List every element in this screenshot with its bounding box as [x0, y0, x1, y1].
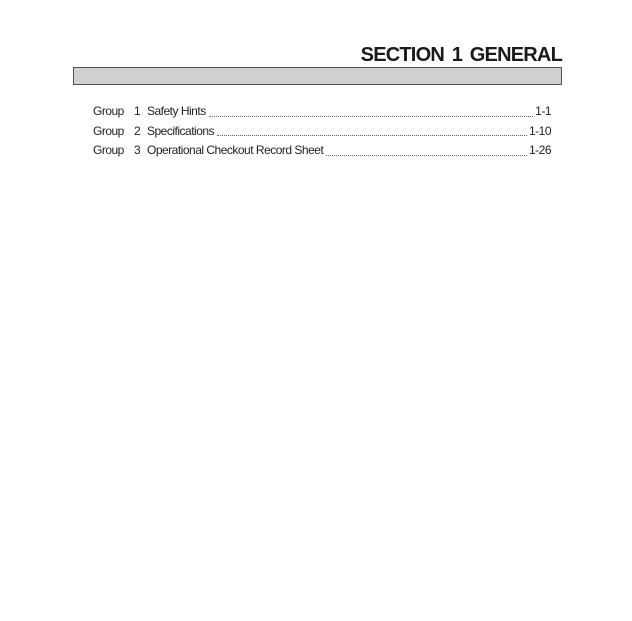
toc-group-label: Group	[93, 104, 124, 118]
toc-leader-dots	[217, 134, 527, 136]
toc-entry[interactable]	[93, 143, 551, 163]
toc-group-label: Group	[93, 123, 124, 138]
toc-entry[interactable]	[93, 124, 551, 144]
toc-group-number: 1	[134, 104, 141, 118]
toc-leader-dots	[326, 154, 527, 156]
toc-entry[interactable]	[93, 104, 551, 124]
toc-page-number[interactable]: 1-10	[528, 123, 551, 138]
toc-page-number[interactable]: 1-1	[535, 104, 551, 118]
toc-group-label: Group	[93, 143, 124, 157]
toc-group-number: 2	[134, 123, 141, 138]
section-title: SECTION 1 GENERAL	[360, 44, 562, 66]
toc-entry-title[interactable]: Specifications	[147, 123, 215, 138]
table-of-contents	[93, 104, 551, 163]
section-title-bar	[73, 67, 562, 85]
toc-entry-title[interactable]: Operational Checkout Record Sheet	[147, 143, 324, 157]
toc-page-number[interactable]: 1-26	[528, 143, 551, 157]
toc-entry-title[interactable]: Safety Hints	[147, 104, 206, 118]
toc-group-number: 3	[134, 143, 141, 157]
toc-leader-dots	[209, 115, 533, 117]
